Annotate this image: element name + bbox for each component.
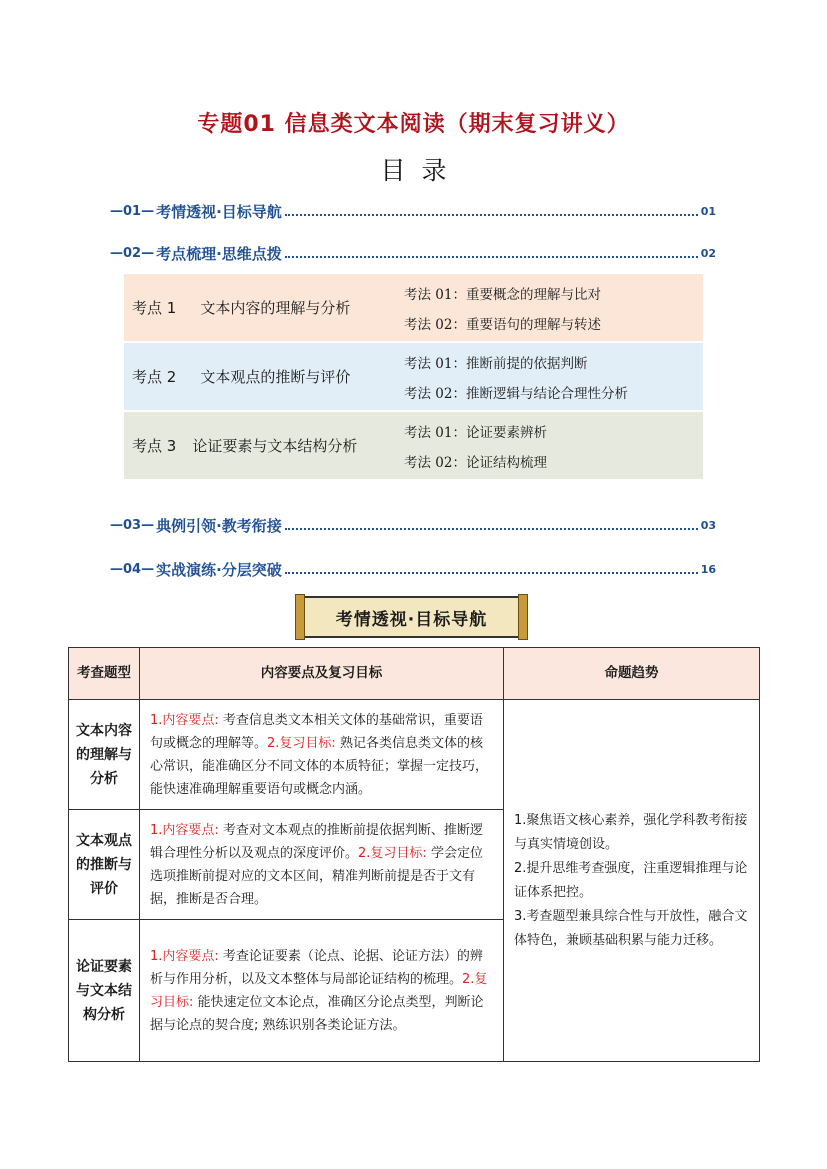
section-banner	[301, 596, 522, 638]
kaodian-row-1	[124, 274, 703, 341]
exam-overview-table	[68, 647, 760, 1062]
content-point-label: 1.内容要点:	[150, 948, 219, 964]
kaodian-title	[124, 412, 396, 479]
kaodian-number: 考点 1	[132, 299, 177, 317]
kaodian-number: 考点 2	[132, 368, 177, 386]
kaofa-list	[396, 412, 703, 479]
trend-item: 3.考查题型兼具综合性与开放性，融合文体特色，兼顾基础积累与能力迁移。	[514, 908, 748, 948]
review-goal-label: 2.复习目标:	[358, 845, 427, 861]
table-row	[69, 700, 760, 810]
toc-leader	[285, 528, 698, 530]
question-type-label: 论证要素与文本结构分析	[69, 920, 140, 1062]
toc-entry-2[interactable]	[110, 242, 716, 264]
review-goal-label: 2.复习目标:	[150, 971, 488, 1010]
scroll-rod-right	[518, 594, 528, 640]
toc-label: 实战演练·分层突破	[156, 560, 282, 579]
toc-entry-1[interactable]	[110, 200, 716, 222]
question-type-label: 文本观点的推断与评价	[69, 810, 140, 920]
document-title: 专题01 信息类文本阅读（期末复习讲义）	[197, 112, 630, 137]
kaodian-number: 考点 3	[132, 437, 177, 455]
kaodian-row-3	[124, 412, 703, 479]
review-goal-text: 能快速定位文本论点，准确区分论点类型，判断论据与论点的契合度; 熟练识别各类论证方法。	[150, 994, 484, 1033]
banner-label: 考情透视·目标导航	[335, 609, 488, 630]
header-question-type: 考查题型	[69, 648, 140, 700]
kaodian-title	[124, 343, 396, 410]
kaodian-name: 文本观点的推断与评价	[200, 368, 351, 386]
kaofa-item: 考法 01：论证要素辨析	[404, 424, 547, 441]
content-point-label: 1.内容要点:	[150, 822, 219, 838]
toc-page: 16	[700, 562, 716, 576]
kaofa-item: 考法 02：重要语句的理解与转述	[404, 316, 601, 333]
review-goal-label: 2.复习目标:	[267, 735, 336, 751]
toc-page: 03	[700, 518, 716, 532]
trend-cell	[504, 700, 760, 1062]
content-goals-cell	[140, 920, 504, 1062]
kaofa-item: 考法 02：论证结构梳理	[404, 454, 547, 471]
kaofa-item: 考法 01：推断前提的依据判断	[404, 355, 588, 372]
kaofa-list	[396, 343, 703, 410]
toc-entry-4[interactable]	[110, 558, 716, 580]
toc-number: —03—	[110, 517, 155, 533]
toc-leader	[285, 214, 698, 216]
toc-label: 考点梳理·思维点拨	[156, 244, 282, 263]
toc-entry-3[interactable]	[110, 514, 716, 536]
toc-number: —02—	[110, 245, 155, 261]
content-point-text: 考查对文本观点的推断前提依据判断、推断逻辑合理性分析以及观点的深度评价。	[150, 822, 483, 861]
toc-number: —01—	[110, 203, 155, 219]
toc-label: 典例引领·教考衔接	[156, 516, 282, 535]
kaodian-title	[124, 274, 396, 341]
header-trend: 命题趋势	[504, 648, 760, 700]
content-point-label: 1.内容要点:	[150, 712, 219, 728]
toc-number: —04—	[110, 561, 155, 577]
trend-item: 2.提升思维考查强度，注重逻辑推理与论证体系把控。	[514, 860, 748, 900]
header-content-goals: 内容要点及复习目标	[140, 648, 504, 700]
toc-leader	[285, 572, 698, 574]
kaodian-name: 文本内容的理解与分析	[200, 299, 351, 317]
content-point-text: 考查论证要素（论点、论据、论证方法）的辨析与作用分析，以及文本整体与局部论证结构的梳理。	[150, 948, 483, 987]
review-goal-text: 学会定位选项推断前提对应的文本区间，精准判断前提是否于文有据，推断是否合理。	[150, 845, 483, 907]
kaodian-name: 论证要素与文本结构分析	[192, 437, 358, 455]
table-header-row	[69, 648, 760, 700]
kaodian-table	[124, 274, 703, 479]
toc-leader	[285, 256, 698, 258]
trend-item: 1.聚焦语文核心素养，强化学科教考衔接与真实情境创设。	[514, 812, 748, 852]
toc-label: 考情透视·目标导航	[156, 202, 282, 221]
kaofa-list	[396, 274, 703, 341]
content-goals-cell	[140, 810, 504, 920]
question-type-label: 文本内容的理解与分析	[69, 700, 140, 810]
toc-heading: 目录	[380, 156, 463, 185]
scroll-rod-left	[295, 594, 305, 640]
toc-page: 01	[700, 204, 716, 218]
content-point-text: 考查信息类文本相关文体的基础常识，重要语句或概念的理解等。	[150, 712, 483, 751]
kaofa-item: 考法 01：重要概念的理解与比对	[404, 286, 601, 303]
kaodian-row-2	[124, 343, 703, 410]
toc-page: 02	[700, 246, 716, 260]
review-goal-text: 熟记各类信息类文体的核心常识，能准确区分不同文体的本质特征；掌握一定技巧，能快速准确理解重要语句或概念内涵。	[150, 735, 489, 797]
kaofa-item: 考法 02：推断逻辑与结论合理性分析	[404, 385, 628, 402]
content-goals-cell	[140, 700, 504, 810]
